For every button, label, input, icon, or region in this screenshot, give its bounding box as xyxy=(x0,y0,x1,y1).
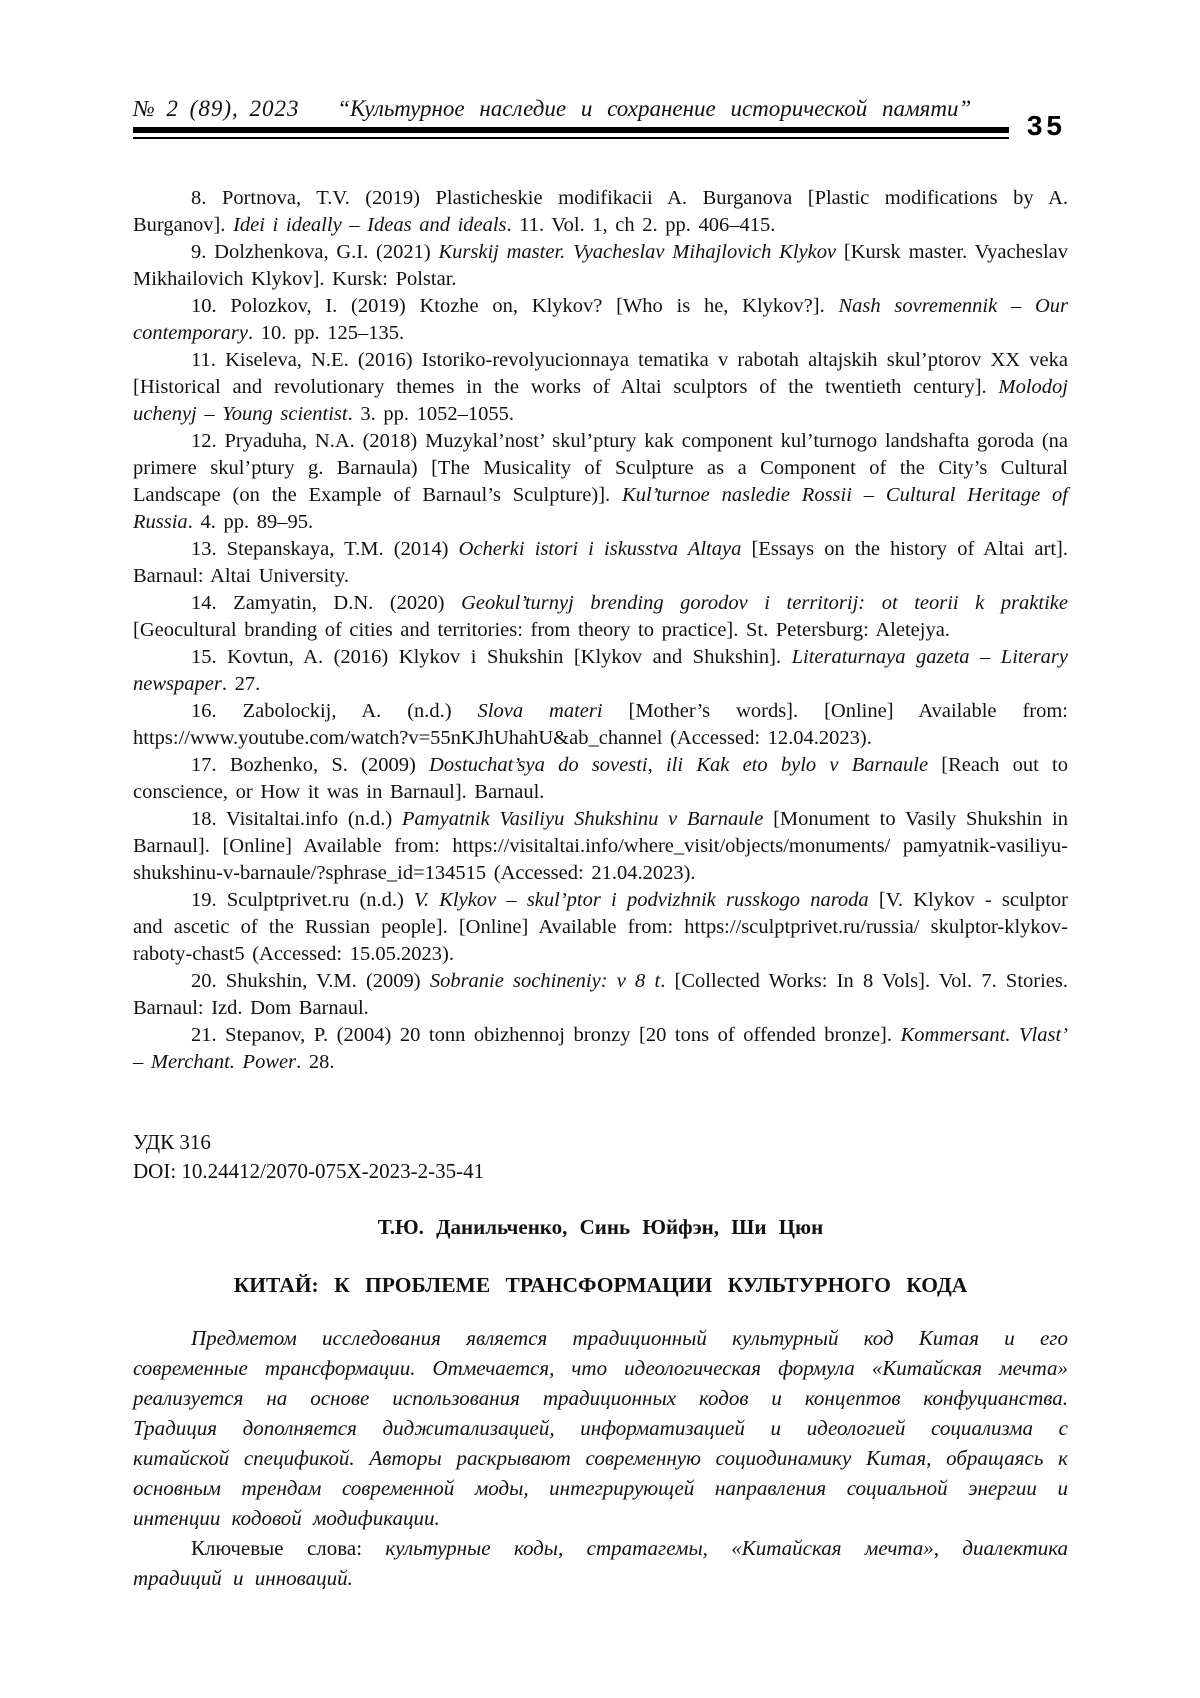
reference-text: [Kursk master. Vyacheslav Mikhailovich Klykov]. Kursk: Polstar. xyxy=(133,241,1068,290)
reference-source-title: Kommersant. Vlast’ – Merchant. Power xyxy=(133,1024,1068,1073)
reference-text: 16. Zabolockij, A. (n.d.) xyxy=(191,700,478,722)
reference-source-title: Dostuchat’sya do sovesti, ili Kak eto bylo v Barnaule xyxy=(429,754,929,776)
reference-source-title: Molodoj uchenyj – Young scientist xyxy=(133,376,1068,425)
reference-source-title: V. Klykov – skul’ptor i podvizhnik russkogo naroda xyxy=(414,889,869,911)
article-abstract: Предметом исследования является традиционный культурный код Китая и его современные трансформации. Отмечается, что идеологическая формула «Китайская мечта» реализуется на основе использования традиционных кодов и концептов конфуцианства. Традиция дополняется диджитализацией, информатизацией и идеологией социализма с китайской спецификой. Авторы раскрывают современную социодинамику Китая, обращаясь к основным трендам современной моды, интегрирующей направления социальной энергии и интенции кодовой модификации. xyxy=(133,1326,1068,1530)
reference-text: . 11. Vol. 1, ch 2. pp. 406–415. xyxy=(506,214,776,236)
article-title: КИТАЙ: К ПРОБЛЕМЕ ТРАНСФОРМАЦИИ КУЛЬТУРНОГО КОДА xyxy=(233,1273,968,1297)
reference-item xyxy=(133,1022,1068,1076)
reference-text: 13. Stepanskaya, T.M. (2014) xyxy=(191,538,459,560)
page-number: 35 xyxy=(1026,110,1066,141)
reference-source-title: Nash sovremennik – Our contemporary xyxy=(133,295,1068,344)
reference-text: 8. Portnova, T.V. (2019) Plasticheskie modifikacii A. Burganova [Plastic modifications by A. Burganov]. xyxy=(133,187,1068,236)
reference-item xyxy=(133,590,1068,644)
reference-source-title: Sobranie sochineniy: v 8 t xyxy=(429,970,661,992)
reference-text: [Mother’s words]. [Online] Available from: https://www.youtube.com/watch?v=55nKJhUhahU&ab_channel (Accessed: 12.04.2023). xyxy=(133,700,1068,749)
reference-text: [Monument to Vasily Shukshin in Barnaul]. [Online] Available from: https://visitaltai.info/where_visit/objects/monuments/ pamyatnik-vasiliyu-shukshinu-v-barnaule/?sphrase_id=134515 (Accessed: 21.04.2023). xyxy=(133,808,1069,884)
reference-item xyxy=(133,428,1068,536)
article-header xyxy=(133,1128,1068,1593)
reference-item xyxy=(133,185,1068,239)
article-authors: Т.Ю. Данильченко, Синь Юйфэн, Ши Цюн xyxy=(377,1215,824,1239)
reference-text: 21. Stepanov, P. (2004) 20 tonn obizhennoj bronzy [20 tons of offended bronze]. xyxy=(191,1024,901,1046)
udk-code: УДК 316 xyxy=(133,1130,211,1154)
reference-item xyxy=(133,752,1068,806)
reference-text: 10. Polozkov, I. (2019) Ktozhe on, Klykov? [Who is he, Klykov?]. xyxy=(191,295,839,317)
reference-source-title: Kurskij master. Vyacheslav Mihajlovich Klykov xyxy=(438,241,837,263)
reference-text: . 4. pp. 89–95. xyxy=(187,511,314,533)
header-rule-thin xyxy=(133,137,1009,139)
reference-text: 15. Kovtun, A. (2016) Klykov i Shukshin [Klykov and Shukshin]. xyxy=(191,646,792,668)
reference-item xyxy=(133,644,1068,698)
reference-text: . 28. xyxy=(296,1051,335,1073)
reference-text: . 10. pp. 125–135. xyxy=(248,322,405,344)
reference-text: 11. Kiseleva, N.E. (2016) Istoriko-revolyucionnaya tematika v rabotah altajskih skul’ptorov XX veka [Historical and revolutionary themes in the works of Altai sculptors of the twentieth century]. xyxy=(133,349,1068,398)
reference-text: [Geocultural branding of cities and territories: from theory to practice]. St. Petersburg: Aletejya. xyxy=(133,619,950,641)
reference-source-title: Kul’turnoe nasledie Rossii – Cultural Heritage of Russia xyxy=(133,484,1068,533)
reference-item xyxy=(133,239,1068,293)
reference-text: [Reach out to conscience, or How it was in Barnaul]. Barnaul. xyxy=(133,754,1068,803)
reference-text: 18. Visitaltai.info (n.d.) xyxy=(191,808,403,830)
reference-text: 12. Pryaduha, N.A. (2018) Muzykal’nost’ skul’ptury kak component kul’turnogo landshafta goroda (na primere skul’ptury g. Barnaula) [The Musicality of Sculpture as a Component of the City’s Cultural Landscape (on the Example of Barnaul’s Sculpture)]. xyxy=(133,430,1068,506)
reference-text: 17. Bozhenko, S. (2009) xyxy=(191,754,430,776)
page-header xyxy=(133,96,1068,139)
reference-item xyxy=(133,698,1068,752)
reference-item xyxy=(133,293,1068,347)
doi-code: DOI: 10.24412/2070-075X-2023-2-35-41 xyxy=(133,1159,485,1183)
reference-item xyxy=(133,968,1068,1022)
reference-text: . 3. pp. 1052–1055. xyxy=(347,403,514,425)
header-rule-thick xyxy=(133,127,1009,133)
reference-text: 19. Sculptprivet.ru (n.d.) xyxy=(191,889,415,911)
reference-text: [V. Klykov - sculptor and ascetic of the Russian people]. [Online] Available from: https://sculptprivet.ru/russia/ skulptor-klykov-raboty-chast5 (Accessed: 15.05.2023). xyxy=(133,889,1068,965)
reference-item xyxy=(133,887,1068,968)
reference-text: . 27. xyxy=(221,673,261,695)
keywords-text: культурные коды, стратагемы, «Китайская мечта», диалектика традиций и инноваций. xyxy=(133,1536,1068,1590)
reference-source-title: Ocherki istori i iskusstva Altaya xyxy=(458,538,742,560)
references-list xyxy=(133,185,1068,1076)
issue-label: № 2 (89), 2023 xyxy=(133,96,300,121)
reference-source-title: Literaturnaya gazeta – Literary newspaper xyxy=(133,646,1068,695)
reference-text: 14. Zamyatin, D.N. (2020) xyxy=(191,592,462,614)
reference-source-title: Idei i ideally – Ideas and ideals xyxy=(233,214,507,236)
reference-text: [Essays on the history of Altai art]. Barnaul: Altai University. xyxy=(133,538,1068,587)
header-rule xyxy=(133,127,1009,139)
reference-source-title: Pamyatnik Vasiliyu Shukshinu v Barnaule xyxy=(402,808,764,830)
article-keywords xyxy=(133,1533,1068,1593)
running-head xyxy=(133,96,1009,122)
reference-item xyxy=(133,347,1068,428)
reference-text: 9. Dolzhenkova, G.I. (2021) xyxy=(191,241,439,263)
reference-item xyxy=(133,536,1068,590)
reference-source-title: Geokul’turnyj brending gorodov i territorij: ot teorii k praktike xyxy=(461,592,1068,614)
reference-source-title: Slova materi xyxy=(477,700,603,722)
reference-item xyxy=(133,806,1068,887)
keywords-label: Ключевые слова: xyxy=(191,1536,363,1560)
journal-title: “Культурное наследие и сохранение исторической памяти” xyxy=(337,96,972,121)
reference-text: 20. Shukshin, V.M. (2009) xyxy=(191,970,430,992)
reference-text: . [Collected Works: In 8 Vols]. Vol. 7. Stories. Barnaul: Izd. Dom Barnaul. xyxy=(133,970,1069,1019)
